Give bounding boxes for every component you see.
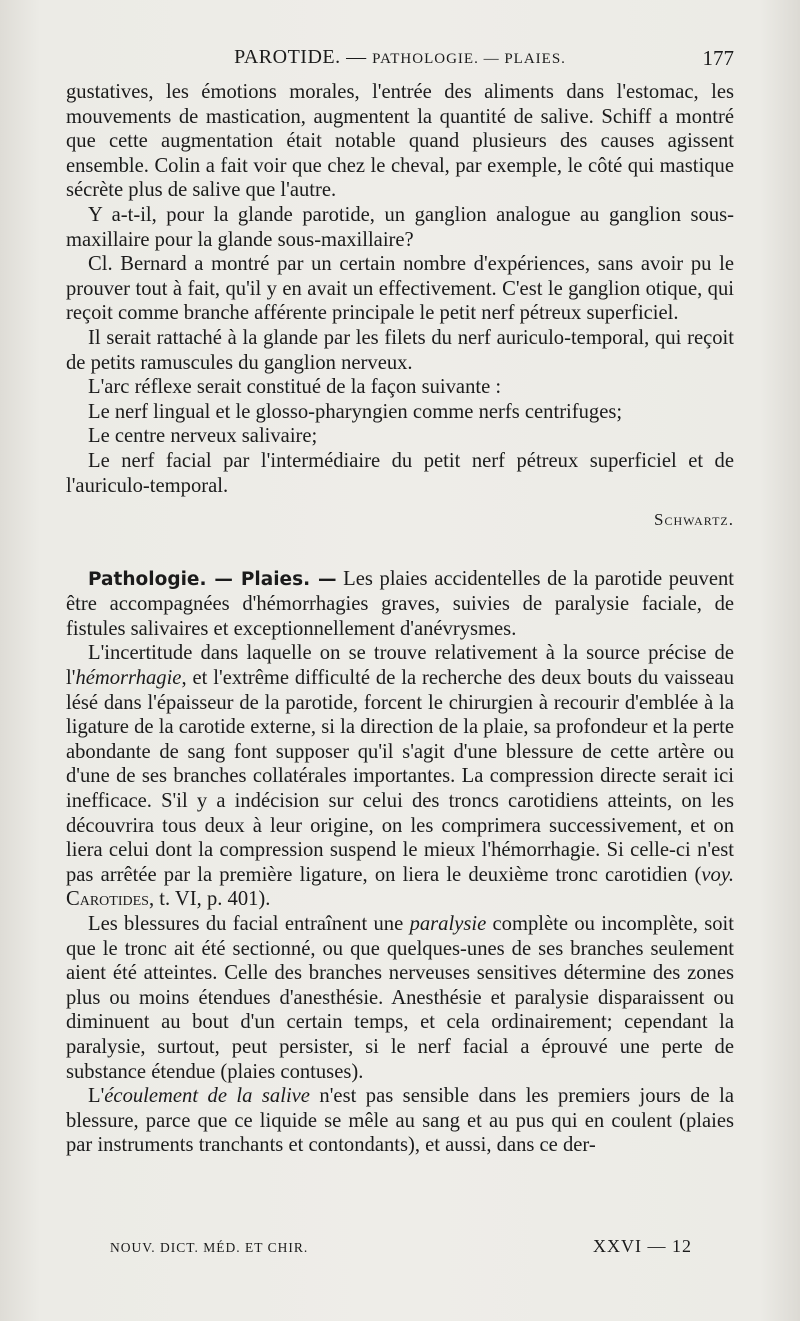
paragraph: Le nerf lingual et le glosso-pharyngien comme nerfs centrifuges; bbox=[88, 400, 623, 423]
cross-reference: Carotides bbox=[66, 888, 149, 911]
header-subsection: PLAIES. bbox=[504, 51, 566, 67]
italic-term: écoulement de la salive bbox=[104, 1085, 310, 1108]
page-footer bbox=[110, 1236, 692, 1260]
section-rubric: Pathologie. — Plaies. — bbox=[88, 568, 337, 590]
text-run: L' bbox=[88, 1085, 105, 1108]
paragraph: Le centre nerveux salivaire; bbox=[88, 425, 318, 448]
text-run: n'est pas sensible dans les premiers jours de la blessure, parce que ce liquide se mêle au sang et au pus qui en coulent (plaies par instruments tranchants et contondants), et aussi, dans ce der- bbox=[66, 1085, 734, 1157]
text-run: , t. VI, p. 401). bbox=[148, 888, 271, 911]
running-title bbox=[66, 46, 734, 69]
text-run: L'incertitude dans laquelle on se trouve relativement à la source précise de l' bbox=[66, 642, 734, 690]
text-run: Les blessures du facial entraînent une bbox=[88, 913, 410, 935]
paragraph bbox=[66, 567, 734, 642]
paragraph: Y a-t-il, pour la glande parotide, un ganglion analogue au ganglion sous-maxillaire pour la glande sous-maxillaire? bbox=[66, 203, 734, 251]
paragraph: L'arc réflexe serait constitué de la façon suivante : bbox=[88, 376, 502, 399]
header-title: PAROTIDE. — bbox=[234, 46, 367, 68]
footer-volume-sheet: XXVI — 12 bbox=[593, 1236, 692, 1256]
italic-term: voy. bbox=[701, 863, 734, 886]
paragraph bbox=[66, 641, 734, 912]
page-body bbox=[66, 80, 734, 1158]
header-section: PATHOLOGIE. bbox=[372, 51, 479, 67]
paragraph bbox=[66, 1084, 734, 1158]
text-run: complète ou incomplète, soit que le tronc ait été sectionné, ou que quelques-unes de ses branches seulement aient été atteintes. Celle des branches nerveuses sensitives détermine des zones plus ou moins étendues d'anesthésie. Anesthésie et paralysie disparaissent ou diminuent au bout d'un certain temps, et cela ordinairement; cependant la paralysie, surtout, peut persister, si le nerf facial a éprouvé une perte de substance étendue (plaies contuses). bbox=[66, 913, 734, 1083]
page-number: 177 bbox=[702, 46, 734, 70]
text-run: Les plaies accidentelles de la parotide peuvent être accompagnées d'hémorrhagies graves, suivies de paralysie faciale, de fistules salivaires et exceptionnellement d'anévrysmes. bbox=[66, 567, 734, 640]
paragraph: Cl. Bernard a montré par un certain nombre d'expériences, sans avoir pu le prouver tout à fait, qu'il y en avait un effectivement. C'est le ganglion otique, qui reçoit comme branche afférente principale le petit nerf pétreux superficiel. bbox=[66, 253, 734, 325]
section-gap bbox=[66, 533, 734, 567]
running-header bbox=[66, 46, 734, 74]
paragraph: Le nerf facial par l'intermédiaire du petit nerf pétreux superficiel et de l'auriculo-temporal. bbox=[66, 449, 734, 497]
footer-signature-mark: NOUV. DICT. MÉD. ET CHIR. bbox=[110, 1240, 309, 1255]
text-run: , et l'extrême difficulté de la recherche des deux bouts du vaisseau lésé dans l'épaisseur de la parotide, forcent le chirurgien à recourir d'emblée à la ligature de la carotide externe, si la direction de la plaie, sa profondeur et la perte abondante de sang font supposer qu'il s'agit d'une blessure de cette artère ou d'une de ses branches collatérales importantes. La compression directe serait ici inefficace. S'il y a indécision sur celui des troncs carotidiens atteints, on les découvrira tous deux à leur origine, on les comprimera successivement, et on liera celui dont la compression suspend le mieux l'hémorrhagie. Si celle-ci n'est pas arrêtée par la première ligature, on liera le deuxième tronc carotidien ( bbox=[66, 667, 734, 886]
header-dash: — bbox=[478, 51, 505, 67]
italic-term: hémorrhagie bbox=[75, 667, 182, 690]
paragraph bbox=[66, 912, 734, 1084]
paragraph: gustatives, les émotions morales, l'entrée des aliments dans l'estomac, les mouvements de mastication, augmentent la quantité de salive. Schiff a montré que cette augmentation était notable quand plusieurs des causes agissent ensemble. Colin a fait voir que chez le cheval, par exemple, le côté qui mastique sécrète plus de salive que l'autre. bbox=[66, 81, 734, 202]
paragraph: Il serait rattaché à la glande par les filets du nerf auriculo-temporal, qui reçoit de petits ramuscules du ganglion nerveux. bbox=[66, 326, 734, 374]
italic-term: paralysie bbox=[409, 913, 487, 935]
author-signature: Schwartz. bbox=[654, 510, 734, 530]
